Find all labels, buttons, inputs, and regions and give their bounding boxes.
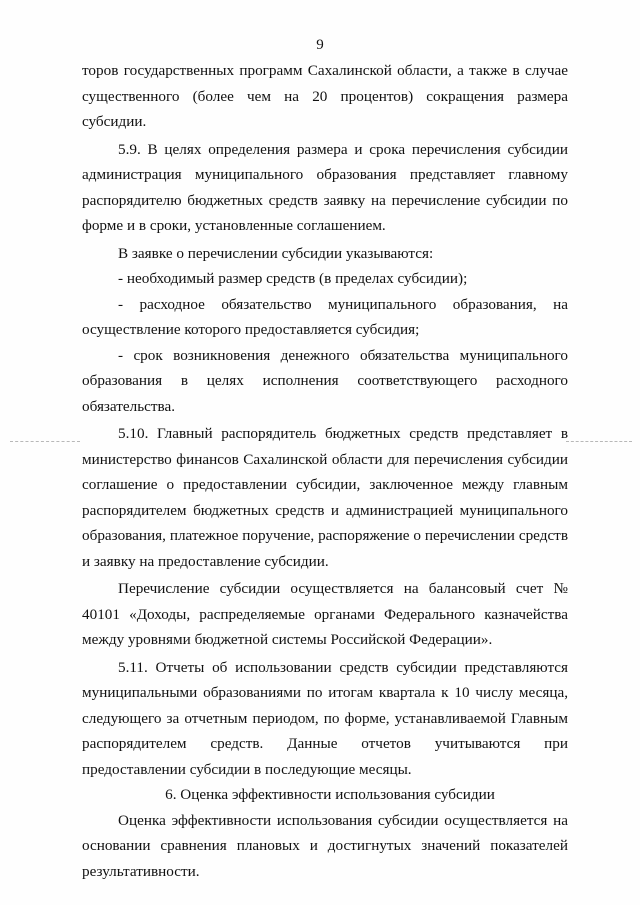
list-item-deadline: - срок возникновения денежного обязательства муниципального образования в целях исполнения соответствующего расходного обязательства. (82, 346, 568, 415)
paragraph-5-11: 5.11. Отчеты об использовании средств субсидии представляются муниципальными образованиями по итогам квартала к 10 числу месяца, следующего за отчетным периодом, по форме, устанавливаемой Главным распорядителем средств. Данные отчетов учитываются при предоставлении субсидии в последующие месяцы. (82, 658, 568, 778)
document-body (82, 58, 568, 884)
section-heading-6: 6. Оценка эффективности использования субсидии (165, 786, 495, 803)
paragraph-transfer-account: Перечисление субсидии осуществляется на балансовый счет № 40101 «Доходы, распределяемые органами Федерального казначейства между уровнями бюджетной системы Российской Федерации». (82, 580, 568, 648)
paragraph-5-9: 5.9. В целях определения размера и срока перечисления субсидии администрация муниципального образования представляет главному распорядителю бюджетных средств заявку на перечисление субсидии по форме и в сроки, установленные соглашением. (82, 140, 568, 234)
scan-artifact-left (10, 441, 80, 443)
list-item-amount: - необходимый размер средств (в пределах субсидии); (118, 270, 468, 287)
list-item-obligation: - расходное обязательство муниципального образования, на осуществление которого предоставляется субсидия; (82, 295, 568, 338)
paragraph-efficiency-evaluation: Оценка эффективности использования субсидии осуществляется на основании сравнения плановых и достигнутых значений показателей результативности. (82, 811, 568, 880)
paragraph-request-contents: В заявке о перечислении субсидии указываются: (118, 244, 434, 262)
page-number: 9 (316, 37, 324, 53)
paragraph-5-10: 5.10. Главный распорядитель бюджетных средств представляет в министерство финансов Сахалинской области для перечисления субсидии соглашение о предоставлении субсидии, заключенное между главным распорядителем бюджетных средств и администрацией муниципального образования, платежное поручение, распоряжение о перечислении средств и заявку на предоставление субсидии. (82, 425, 568, 570)
scan-artifact-right (566, 441, 632, 443)
paragraph-continuation: торов государственных программ Сахалинской области, а также в случае существенного (более чем на 20 процентов) сокращения размера субсидии. (82, 62, 568, 130)
